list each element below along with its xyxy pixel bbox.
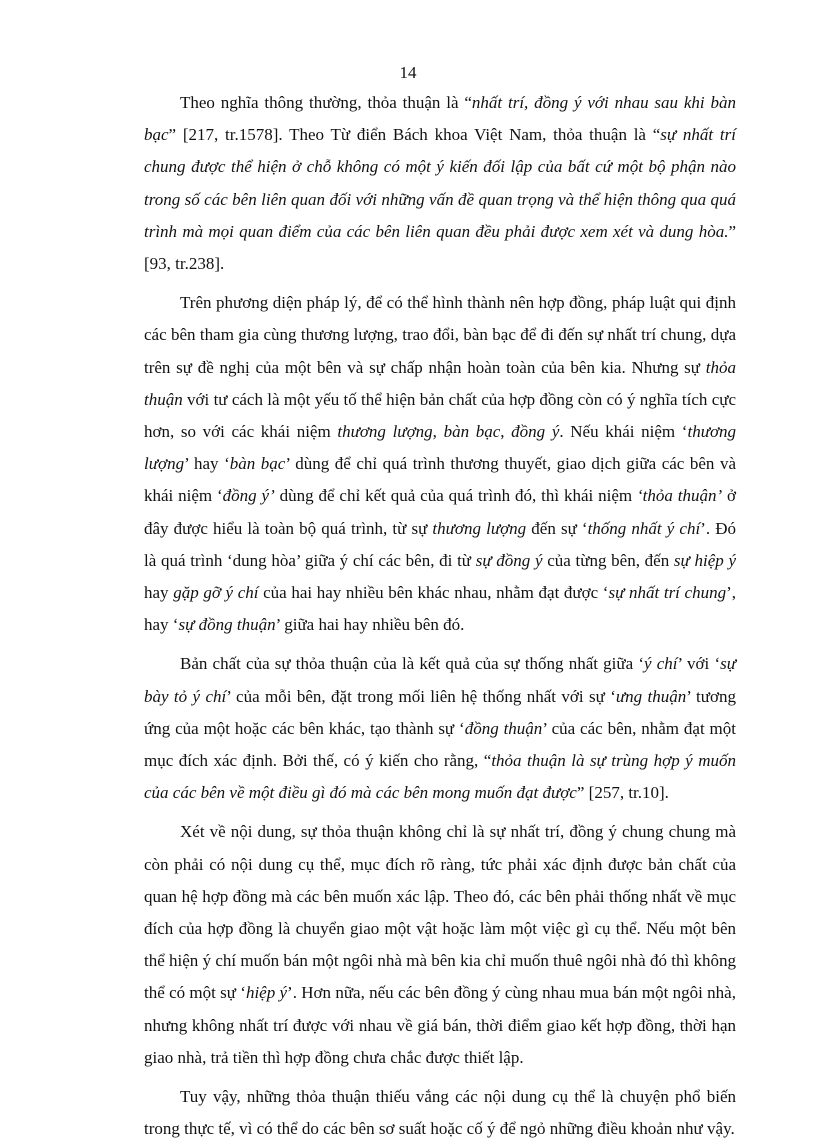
paragraph-4 bbox=[144, 816, 736, 1074]
text-run: ’ của các bên, nhằm đạt một mục đích xác định. Bởi thế, có ý kiến cho rằng, “ bbox=[144, 718, 736, 771]
italic-text: ‘thỏa thuận’ bbox=[636, 486, 723, 506]
text-run: , bbox=[432, 422, 444, 442]
paragraph-3 bbox=[144, 648, 736, 809]
italic-text: bàn bạc bbox=[443, 422, 501, 442]
text-run: ’ của mỗi bên, đặt trong mối liên hệ thống nhất với sự ‘ bbox=[226, 686, 616, 706]
text-run: hay bbox=[144, 583, 174, 603]
text-run: ’ tương ứng của một hoặc các bên khác, tạo thành sự ‘ bbox=[144, 686, 736, 738]
italic-text: bàn bạc bbox=[229, 454, 286, 474]
italic-text: đồng ý’ bbox=[222, 486, 275, 506]
text-run: . Nếu khái niệm ‘ bbox=[559, 422, 688, 442]
italic-text: thống nhất ý chí bbox=[587, 518, 701, 538]
text-run: ’. Đó là quá trình ‘dung hòa’ giữa ý chí các bên, đi từ bbox=[144, 518, 736, 570]
text-run: ’ với ‘ bbox=[677, 654, 721, 674]
text-run: ở đây được hiểu là toàn bộ quá trình, từ sự bbox=[144, 486, 736, 538]
text-run: Xét về nội dung, sự thỏa thuận không chỉ là sự nhất trí, đồng ý chung chung mà còn phải có nội dung cụ thể, mục đích rõ ràng, tức phải xác định được bản chất của quan hệ hợp đồng mà các bên muốn xác lập. Theo đó, các bên phải thống nhất về mục đích của hợp đồng là chuyển giao một vật hoặc làm một việc gì cụ thể. Nếu một bên thể hiện ý chí muốn bán một ngôi nhà mà bên kia chỉ muốn thuê ngôi nhà đó thì không thể có một sự ‘ bbox=[144, 822, 736, 1003]
text-run: ’ giữa hai hay nhiều bên đó. bbox=[275, 615, 465, 635]
italic-text: thương lượng bbox=[432, 518, 527, 538]
text-run: Trên phương diện pháp lý, để có thể hình thành nên hợp đồng, pháp luật qui định các bên tham gia cùng thương lượng, trao đổi, bàn bạc để đi đến sự nhất trí chung, dựa trên sự đề nghị của một bên và sự chấp nhận hoàn toàn của bên kia. Nhưng sự bbox=[144, 293, 736, 377]
italic-text: đồng thuận bbox=[464, 718, 543, 738]
text-run: với tư cách là một yếu tố thể hiện bản chất của hợp đồng còn có ý nghĩa tích cực hơn, so với các khái niệm bbox=[144, 389, 736, 442]
italic-text: sự đồng ý bbox=[475, 550, 543, 570]
text-run: đến sự ‘ bbox=[526, 518, 588, 538]
text-run: dùng để chỉ kết quả của quá trình đó, thì khái niệm bbox=[274, 486, 637, 506]
italic-text: đồng ý bbox=[511, 422, 560, 442]
italic-text: sự nhất trí chung bbox=[608, 583, 727, 603]
italic-text: thỏa thuận bbox=[144, 357, 736, 409]
body-text bbox=[144, 87, 736, 1146]
italic-text: nhất trí, đồng ý với nhau sau khi bàn bạc bbox=[144, 93, 737, 145]
page-number: 14 bbox=[399, 63, 417, 82]
paragraph-2 bbox=[144, 287, 736, 641]
text-run: ” [93, tr.238]. bbox=[144, 221, 736, 274]
italic-text: sự hiệp ý bbox=[673, 550, 736, 570]
italic-text: sự đồng thuận bbox=[178, 615, 276, 635]
text-run: Tuy vậy, những thỏa thuận thiếu vắng các nội dung cụ thể là chuyện phổ biến trong thực tế, vì có thể do các bên sơ suất hoặc cố ý để ngỏ những điều khoản như vậy. bbox=[144, 1087, 736, 1139]
italic-text: hiệp ý bbox=[245, 983, 288, 1003]
text-run: ’, hay ‘ bbox=[144, 583, 737, 635]
text-run: ” [257, tr.10]. bbox=[576, 783, 669, 803]
text-run: ’ hay ‘ bbox=[184, 454, 230, 474]
italic-text: ý chí bbox=[643, 654, 678, 674]
italic-text: thương lượng bbox=[337, 422, 433, 442]
italic-text: ưng thuận bbox=[615, 686, 687, 706]
italic-text: thỏa thuận là sự trùng hợp ý muốn của các bên về một điều gì đó mà các bên mong muốn đạt được bbox=[144, 751, 736, 803]
text-run: , bbox=[500, 422, 512, 442]
italic-text: thương lượng bbox=[144, 422, 737, 474]
italic-text: sự nhất trí chung được thể hiện ở chỗ không có một ý kiến đối lập của bất cứ một bộ phận nào trong số các bên liên quan đối với những vấn đề quan trọng và thể hiện thông qua quá trình mà mọi quan điểm của các bên liên quan đều phải được xem xét và dung hòa. bbox=[144, 125, 736, 241]
text-run: của hai hay nhiều bên khác nhau, nhằm đạt được ‘ bbox=[258, 583, 609, 603]
italic-text: sự bày tỏ ý chí bbox=[144, 654, 736, 706]
paragraph-5 bbox=[144, 1081, 736, 1145]
text-run: Theo nghĩa thông thường, thỏa thuận là “ bbox=[180, 93, 472, 112]
paragraph-1 bbox=[144, 87, 736, 280]
text-run: ’. Hơn nữa, nếu các bên đồng ý cùng nhau mua bán một ngôi nhà, nhưng không nhất trí được với nhau về giá bán, thời điểm giao kết hợp đồng, thời hạn giao nhà, trả tiền thì hợp đồng chưa chắc được thiết lập. bbox=[144, 983, 736, 1067]
text-run: ’ dùng để chỉ quá trình thương thuyết, giao dịch giữa các bên và khái niệm ‘ bbox=[144, 454, 737, 506]
italic-text: gặp gỡ ý chí bbox=[173, 583, 259, 603]
text-run: ” [217, tr.1578]. Theo Từ điển Bách khoa Việt Nam, thỏa thuận là “ bbox=[168, 125, 661, 145]
text-run: Bản chất của sự thỏa thuận của là kết quả của sự thống nhất giữa ‘ bbox=[180, 654, 644, 674]
text-run: của từng bên, đến bbox=[542, 550, 674, 570]
